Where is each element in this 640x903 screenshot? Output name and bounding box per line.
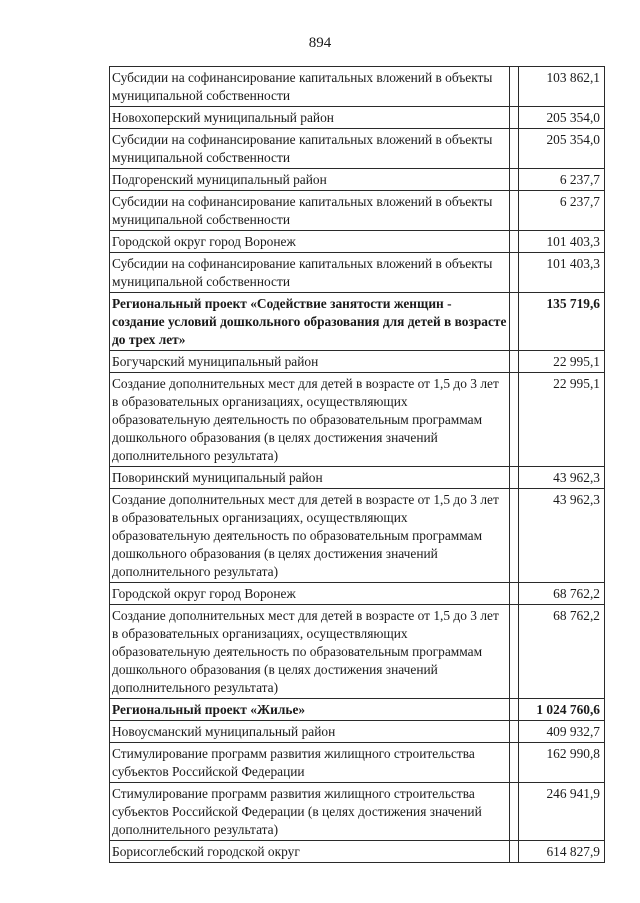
row-name-cell: Богучарский муниципальный район [110,351,510,373]
row-name-cell: Региональный проект «Жилье» [110,699,510,721]
row-value-cell: 22 995,1 [519,351,605,373]
row-name-cell: Борисоглебский городской округ [110,841,510,863]
table-row [110,605,605,699]
row-value-cell: 101 403,3 [519,253,605,293]
row-value-cell: 205 354,0 [519,129,605,169]
row-value-cell: 103 862,1 [519,67,605,107]
spacer-cell [510,721,519,743]
row-name-cell: Субсидии на софинансирование капитальных вложений в объекты муниципальной собственности [110,191,510,231]
row-name-cell: Новоусманский муниципальный район [110,721,510,743]
spacer-cell [510,253,519,293]
budget-table [109,66,605,863]
row-value-cell: 162 990,8 [519,743,605,783]
page-number: 894 [308,35,332,51]
table-row [110,467,605,489]
budget-table-body [110,67,605,863]
row-value-cell: 101 403,3 [519,231,605,253]
table-row [110,293,605,351]
table-row [110,129,605,169]
row-value-cell: 135 719,6 [519,293,605,351]
row-name-cell: Стимулирование программ развития жилищного строительства субъектов Российской Федерации (в целях достижения значений дополнительного результата) [110,783,510,841]
table-row [110,67,605,107]
row-name-cell: Субсидии на софинансирование капитальных вложений в объекты муниципальной собственности [110,129,510,169]
table-row [110,253,605,293]
spacer-cell [510,107,519,129]
row-name-cell: Городской округ город Воронеж [110,583,510,605]
row-name-cell: Стимулирование программ развития жилищного строительства субъектов Российской Федерации [110,743,510,783]
table-row [110,373,605,467]
table-row [110,191,605,231]
row-value-cell: 246 941,9 [519,783,605,841]
table-row [110,489,605,583]
row-value-cell: 43 962,3 [519,489,605,583]
row-name-cell: Новохоперский муниципальный район [110,107,510,129]
row-name-cell: Создание дополнительных мест для детей в возрасте от 1,5 до 3 лет в образовательных организациях, осуществляющих образовательную деятельность по образовательным программам дошкольного образования (в целях достижения значений дополнительного результата) [110,373,510,467]
row-value-cell: 614 827,9 [519,841,605,863]
spacer-cell [510,351,519,373]
row-name-cell: Субсидии на софинансирование капитальных вложений в объекты муниципальной собственности [110,67,510,107]
table-row [110,743,605,783]
row-name-cell: Городской округ город Воронеж [110,231,510,253]
row-value-cell: 6 237,7 [519,191,605,231]
table-row [110,107,605,129]
spacer-cell [510,231,519,253]
row-name-cell: Региональный проект «Содействие занятости женщин - создание условий дошкольного образования для детей в возрасте до трех лет» [110,293,510,351]
spacer-cell [510,699,519,721]
spacer-cell [510,583,519,605]
row-value-cell: 43 962,3 [519,467,605,489]
table-row [110,231,605,253]
table-row [110,169,605,191]
spacer-cell [510,841,519,863]
row-value-cell: 6 237,7 [519,169,605,191]
row-value-cell: 68 762,2 [519,605,605,699]
spacer-cell [510,605,519,699]
row-name-cell: Создание дополнительных мест для детей в возрасте от 1,5 до 3 лет в образовательных организациях, осуществляющих образовательную деятельность по образовательным программам дошкольного образования (в целях достижения значений дополнительного результата) [110,605,510,699]
table-row [110,583,605,605]
table-row [110,351,605,373]
row-value-cell: 409 932,7 [519,721,605,743]
spacer-cell [510,467,519,489]
table-row [110,783,605,841]
table-row [110,721,605,743]
row-value-cell: 1 024 760,6 [519,699,605,721]
spacer-cell [510,67,519,107]
spacer-cell [510,373,519,467]
table-row [110,699,605,721]
spacer-cell [510,293,519,351]
spacer-cell [510,129,519,169]
row-value-cell: 68 762,2 [519,583,605,605]
spacer-cell [510,743,519,783]
row-name-cell: Подгоренский муниципальный район [110,169,510,191]
spacer-cell [510,489,519,583]
table-row [110,841,605,863]
row-value-cell: 205 354,0 [519,107,605,129]
row-name-cell: Создание дополнительных мест для детей в возрасте от 1,5 до 3 лет в образовательных организациях, осуществляющих образовательную деятельность по образовательным программам дошкольного образования (в целях достижения значений дополнительного результата) [110,489,510,583]
row-name-cell: Поворинский муниципальный район [110,467,510,489]
row-value-cell: 22 995,1 [519,373,605,467]
spacer-cell [510,191,519,231]
spacer-cell [510,783,519,841]
row-name-cell: Субсидии на софинансирование капитальных вложений в объекты муниципальной собственности [110,253,510,293]
spacer-cell [510,169,519,191]
